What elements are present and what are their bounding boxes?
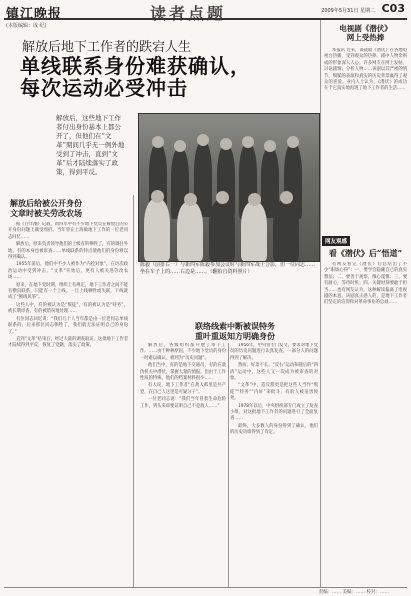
footer-rule [4,587,407,588]
historical-group-photo [138,113,320,262]
sidebar-title-2: 看《潜伏》后“悟道” [328,248,403,258]
paragraph: 原来，在地下党时期，组织上有规定，地下工作者之间不能有横向联系，只能有一个上线。一旦上线牺牲或失联，下线就成了“断线风筝”。 [8,282,128,301]
newspaper-name: 镇江晚报 [6,7,63,22]
headline-line-1: 单线联系身份难获确认， [20,54,251,78]
subheading-2-line-2: 重叶重返知方明确身份 [195,331,275,341]
body-column-3 [230,343,318,585]
article-kicker: 解放后地下工作者的跌宕人生 [22,40,192,55]
headline-line-2: 每次运动必受冲击 [20,76,188,100]
paragraph: 1978年以后，中央组织部专门成立了复查小组，对这批地下工作者的问题进行了全面复查…… [230,403,318,422]
page-number: C03 [381,2,405,15]
sidebar-title-1-line-2: 网上受热捧 [346,33,385,42]
subheading-1-line-2: 文章时被关劳改农场 [10,208,82,218]
issue-date: 2009年5月31日 星期二 [321,8,375,14]
column-divider [228,343,229,587]
sidebar-title-1 [328,24,403,42]
paragraph: 据《百年潮》记载，新四军中有不少地下党员在解放后的公开身份问题上颇受周折。当年曾在上海做地下工作的一位老同志回忆…… [8,222,128,240]
paragraph: 这些人中，有的被认为是“叛徒”，有的被认为是“特务”，被长期审查，有的被错误地处理…… [8,302,128,315]
paragraph: 解放后，原来负责领导他们的上级有的牺牲了，有的调往外地，有的本身也被审查……单线联系的特点使他们的身份难以得到确认。 [8,242,128,261]
column-divider [133,195,134,587]
paragraph: 他们当中，有的是地下交通员，有的在敌伪机关中潜伏，掌握大量的情报。但由于工作性质的特殊，他们的档案材料很少…… [140,363,226,382]
paragraph: 1956年，中央曾专门发文，要求对地下党员的历史问题进行认真复查，一部分人的问题得到了解决。 [230,343,318,361]
paragraph: 1955年前后，他们中不少人被作为“内控对象”，在历次政治运动中受到冲击。“文革”开始后，更有人被关进劳改农场…… [8,262,128,281]
sidebar-body-1 [324,48,407,218]
footer-credits: 责编：…… 美编：…… 校对：…… [318,590,389,595]
paragraph: 有人说，地下工作者“在敌人那里是共产党，在自己人这里是可疑分子”。 [140,383,226,395]
body-column-2 [140,343,226,585]
subheading-1 [10,198,130,218]
paragraph: 然而，好景不长。“反右”运动和随后的“四清”运动中，这些人又一次成为被审查的对象。 [230,363,318,382]
sidebar-label: 网友观感 [322,236,350,246]
section-title: 读者点题 [150,4,227,23]
article-lead: 解放后，这些地下工作者付出身份基本上都公开了，但他们在“文革”期间几乎无一例外地受到了冲击，直到“文革”后才陆续落实了政策，得到平反。 [56,114,125,176]
photo-caption: 陈毅（前排右一）与新四军陈毅参加会议时与新四军战士合影，但一位同志……坐在车子上的……右边是……。（翻拍自资料照片） [140,262,316,275]
article-headline [20,55,320,99]
body-column-1 [8,222,128,585]
paragraph: 最终，大多数人的身份得到了确认，他们的历史功绩得到了肯定。 [230,423,318,436]
editor-line: (本版编辑：成 纪) [6,23,47,29]
paragraph: “文革”中，造反派更是把这些人当作“叛徒”“特务”“内奸”来批斗，有的人被迫害致死。 [230,383,318,402]
sidebar-title-1-line-1: 电视剧《潜伏》 [339,24,392,33]
paragraph: 一位老同志说：“我们当年冒着生命危险工作，到头来却要证明自己不是敌人……” [140,397,226,409]
subheading-1-line-1: 解放后给被公开身份 [10,198,82,208]
header-rule [4,18,407,20]
paragraph: 有网友看完《潜伏》后总结出了不少“职场心得”：一、要学会隐藏自己的真实想法；二、要善于观察，细心谨慎；三、要有耐心，等待时机；四、关键时刻要敢于担当……也有网友认为，这种解读偏离了电视剧的本意。该剧真正感人的，是地下工作者们坚定的信仰和对革命事业的忠诚…… [324,262,407,306]
paragraph: 解放后，各级组织都开展了审干工作。……由于种种原因，不少地下党员的身份一时难以确认，被列为“历史问题”。 [140,343,226,361]
paragraph: 直到“文革”结束后，经过大量的调查取证，这批地下工作者才陆续得到平反，恢复了党籍，落实了政策。 [8,336,128,349]
sidebar-body-2 [324,262,407,585]
subheading-2-line-1: 联络线索中断被误特务 [195,321,275,331]
right-rail-divider [320,20,321,587]
subheading-2 [155,321,315,341]
paragraph: 有位同志回忆说：“我们几个人当年都是由一位老同志单线联系的，后来那位同志牺牲了，我们就无法证明自己的身份了。” [8,316,128,335]
paragraph: 本报讯 近来，谍战剧《潜伏》在各地电视台热播，受到观众的热捧。剧中人物余则成的形象深入人心。许多网友在网上发帖，讨论剧情，分析人物……该剧以其严密的情节、细腻的表演和真实的历史背景赢得了观众的喜爱。业内人士认为，《潜伏》的成功在于它真实地再现了地下工作者的生活…… [324,48,407,92]
